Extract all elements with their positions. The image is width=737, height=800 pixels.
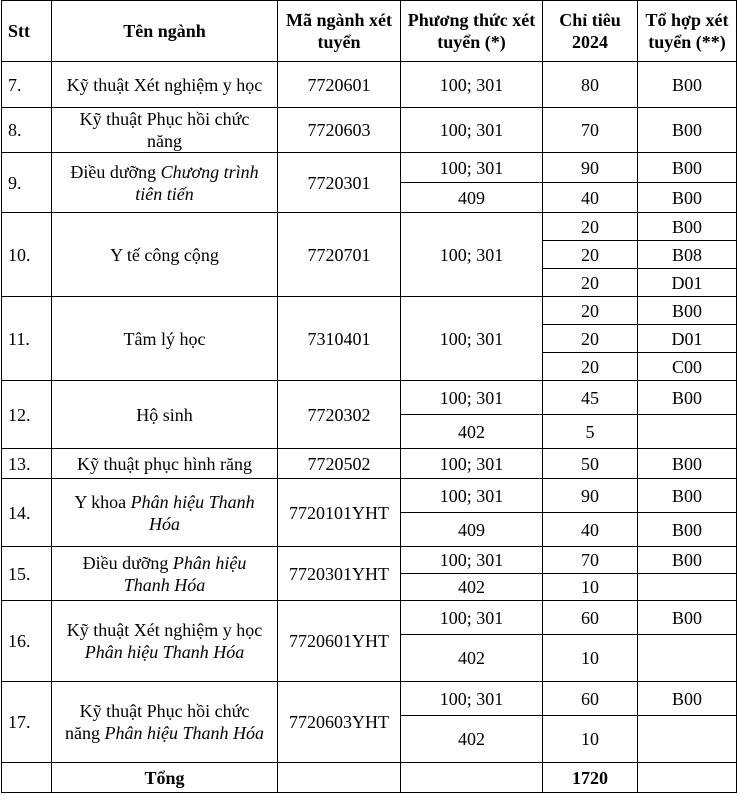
- row-quota: 10: [543, 635, 638, 682]
- row-method: 100; 301: [401, 153, 543, 183]
- row-combo: B00: [638, 108, 737, 153]
- major-name-note: Phân hiệu Thanh Hóa: [84, 642, 245, 662]
- row-method: 100; 301: [401, 547, 543, 574]
- row-code: 7720302: [278, 381, 401, 449]
- row-quota: 20: [543, 353, 638, 381]
- row-combo: B00: [638, 153, 737, 183]
- major-name: Kỹ thuật Xét nghiệm y học: [66, 74, 263, 95]
- row-combo: C00: [638, 353, 737, 381]
- row-combo: [638, 574, 737, 601]
- total-combo: [638, 763, 737, 793]
- row-code: 7720502: [278, 449, 401, 479]
- row-quota: 20: [543, 297, 638, 325]
- row-combo: B08: [638, 241, 737, 269]
- row-method: 100; 301: [401, 297, 543, 381]
- row-stt: 14.: [2, 479, 52, 547]
- row-code: 7720601: [278, 62, 401, 108]
- row-major-name: [52, 381, 278, 449]
- header-method: Phương thức xét tuyển (*): [401, 1, 543, 62]
- row-combo: B00: [638, 449, 737, 479]
- row-stt: 16.: [2, 601, 52, 682]
- row-major-name: [52, 547, 278, 601]
- row-major-name: [52, 449, 278, 479]
- major-name: Kỹ thuật Phục hồi chức năng: [65, 701, 250, 743]
- row-combo: B00: [638, 381, 737, 415]
- row-code: 7720101YHT: [278, 479, 401, 547]
- row-combo: B00: [638, 513, 737, 547]
- total-code: [278, 763, 401, 793]
- row-major-name: [52, 153, 278, 213]
- row-major-name: [52, 601, 278, 682]
- row-quota: 10: [543, 574, 638, 601]
- row-method: 100; 301: [401, 62, 543, 108]
- row-combo: B00: [638, 297, 737, 325]
- row-method: 402: [401, 635, 543, 682]
- row-code: 7720701: [278, 213, 401, 297]
- row-method: 100; 301: [401, 213, 543, 297]
- row-combo: B00: [638, 213, 737, 241]
- row-code: 7720301YHT: [278, 547, 401, 601]
- row-stt: 11.: [2, 297, 52, 381]
- row-quota: 90: [543, 479, 638, 513]
- major-name: Điều dưỡng: [82, 552, 169, 573]
- row-major-name: [52, 62, 278, 108]
- table-row: [2, 547, 737, 574]
- row-quota: 5: [543, 415, 638, 449]
- row-quota: 60: [543, 601, 638, 635]
- row-quota: 45: [543, 381, 638, 415]
- row-method: 100; 301: [401, 449, 543, 479]
- row-major-name: [52, 297, 278, 381]
- row-stt: 10.: [2, 213, 52, 297]
- table-row: [2, 449, 737, 479]
- major-name: Kỹ thuật Phục hồi chức năng: [79, 109, 250, 151]
- header-quota: Chỉ tiêu 2024: [543, 1, 638, 62]
- row-quota: 60: [543, 682, 638, 716]
- row-stt: 9.: [2, 153, 52, 213]
- row-code: 7310401: [278, 297, 401, 381]
- major-name-note: Phân hiệu Thanh Hóa: [130, 491, 255, 534]
- row-combo: D01: [638, 325, 737, 353]
- row-method: 409: [401, 513, 543, 547]
- row-stt: 17.: [2, 682, 52, 763]
- row-quota: 40: [543, 513, 638, 547]
- row-combo: B00: [638, 183, 737, 213]
- total-method: [401, 763, 543, 793]
- table-row: [2, 153, 737, 183]
- row-combo: [638, 635, 737, 682]
- header-stt: Stt: [2, 1, 52, 62]
- row-method: 402: [401, 415, 543, 449]
- total-quota: 1720: [543, 763, 638, 793]
- row-quota: 40: [543, 183, 638, 213]
- admission-quota-table: [1, 0, 737, 793]
- table-row: [2, 381, 737, 415]
- total-stt: [2, 763, 52, 793]
- table-row: [2, 297, 737, 325]
- row-combo: [638, 716, 737, 763]
- row-method: 100; 301: [401, 682, 543, 716]
- row-quota: 80: [543, 62, 638, 108]
- row-quota: 70: [543, 108, 638, 153]
- row-stt: 12.: [2, 381, 52, 449]
- major-name-note: Phân hiệu Thanh Hóa: [104, 723, 264, 743]
- major-name: Tâm lý học: [123, 328, 206, 349]
- row-method: 100; 301: [401, 381, 543, 415]
- row-combo: [638, 415, 737, 449]
- row-combo: B00: [638, 682, 737, 716]
- table-row: [2, 479, 737, 513]
- row-quota: 10: [543, 716, 638, 763]
- major-name-note: Phân hiệu Thanh Hóa: [123, 552, 247, 595]
- row-combo: B00: [638, 601, 737, 635]
- row-quota: 20: [543, 325, 638, 353]
- row-major-name: [52, 479, 278, 547]
- major-name: Kỹ thuật phục hình răng: [77, 453, 252, 474]
- header-combo: Tổ hợp xét tuyển (**): [638, 1, 737, 62]
- row-stt: 8.: [2, 108, 52, 153]
- header-code: Mã ngành xét tuyển: [278, 1, 401, 62]
- row-method: 402: [401, 574, 543, 601]
- row-major-name: [52, 213, 278, 297]
- row-method: 100; 301: [401, 108, 543, 153]
- row-method: 100; 301: [401, 601, 543, 635]
- row-major-name: [52, 108, 278, 153]
- table-body: [2, 62, 737, 763]
- row-quota: 20: [543, 213, 638, 241]
- row-major-name: [52, 682, 278, 763]
- row-quota: 20: [543, 241, 638, 269]
- major-name: Kỹ thuật Xét nghiệm y học: [66, 620, 263, 640]
- row-code: 7720603: [278, 108, 401, 153]
- row-method: 402: [401, 716, 543, 763]
- table-row: [2, 601, 737, 635]
- major-name: Hộ sinh: [136, 404, 193, 425]
- row-quota: 20: [543, 269, 638, 297]
- table-row: [2, 108, 737, 153]
- header-name: Tên ngành: [52, 1, 278, 62]
- row-code: 7720603YHT: [278, 682, 401, 763]
- row-combo: B00: [638, 62, 737, 108]
- header-row: [2, 1, 737, 62]
- row-combo: B00: [638, 547, 737, 574]
- row-code: 7720301: [278, 153, 401, 213]
- row-quota: 70: [543, 547, 638, 574]
- major-name: Điều dưỡng: [70, 161, 157, 182]
- major-name-note: Chương trình tiên tiến: [135, 161, 259, 204]
- row-stt: 13.: [2, 449, 52, 479]
- total-row: [2, 763, 737, 793]
- row-quota: 50: [543, 449, 638, 479]
- major-name: Y khoa: [74, 491, 127, 512]
- row-combo: D01: [638, 269, 737, 297]
- row-quota: 90: [543, 153, 638, 183]
- table-row: [2, 682, 737, 716]
- row-stt: 7.: [2, 62, 52, 108]
- table-row: [2, 213, 737, 241]
- major-name: Y tế công cộng: [110, 244, 219, 265]
- row-method: 409: [401, 183, 543, 213]
- row-code: 7720601YHT: [278, 601, 401, 682]
- table-row: [2, 62, 737, 108]
- total-label: Tổng: [52, 763, 278, 793]
- row-method: 100; 301: [401, 479, 543, 513]
- row-stt: 15.: [2, 547, 52, 601]
- row-combo: B00: [638, 479, 737, 513]
